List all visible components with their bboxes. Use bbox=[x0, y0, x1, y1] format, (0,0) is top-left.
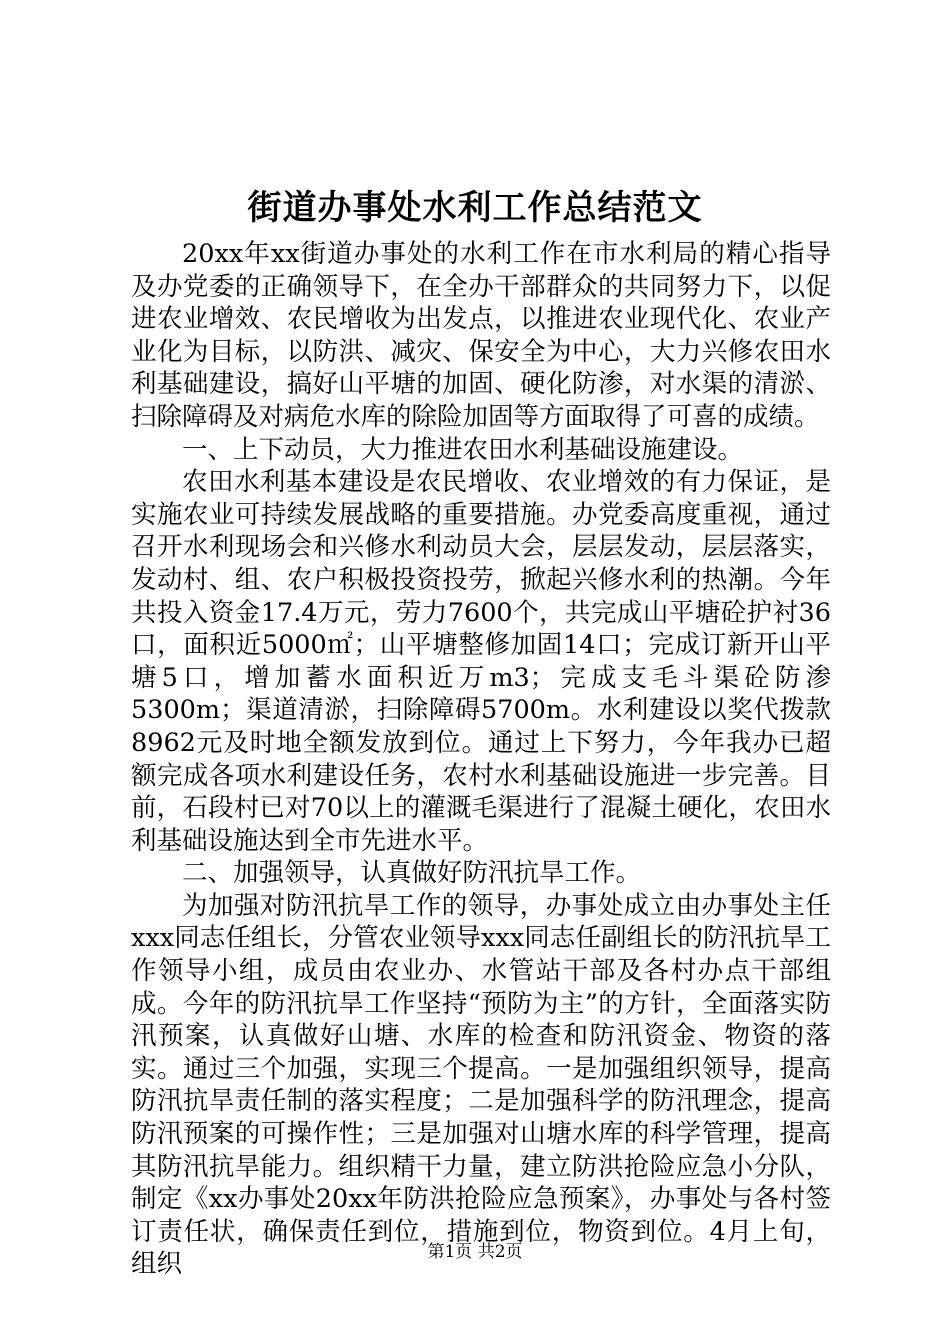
document-title: 街道办事处水利工作总结范文 bbox=[247, 188, 703, 228]
paragraph-intro: 20xx年xx街道办事处的水利工作在市水利局的精心指导及办党委的正确领导下，在全办干部群众的共同努力下，以促进农业增效、农民增收为出发点，以推进农业现代化、农业产业化为目标，以防洪、减灾、保安全为中心，大力兴修农田水利基础建设，搞好山平塘的加固、硬化防渗，对水渠的清淤、扫除障碍及对病危水库的除险加固等方面取得了可喜的成绩。 bbox=[131, 239, 831, 432]
paragraph-section-2: 为加强对防汛抗旱工作的领导，办事处成立由办事处主任xxx同志任组长，分管农业领导xxx同志任副组长的防汛抗旱工作领导小组，成员由农业办、水管站干部及各村办点干部组成。今年的防汛抗旱工作坚持“预防为主”的方针，全面落实防汛预案，认真做好山塘、水库的检查和防汛资金、物资的落实。通过三个加强，实现三个提高。一是加强组织领导，提高防汛抗旱责任制的落实程度；二是加强科学的防汛理念，提高防汛预案的可操作性；三是加强对山塘水库的科学管理，提高其防汛抗旱能力。组织精干力量，建立防洪抢险应急小分队，制定《xx办事处20xx年防洪抢险应急预案》，办事处与各村签订责任状，确保责任到位，措施到位，物资到位。4月上旬，组织 bbox=[131, 890, 831, 1280]
section-heading-1: 一、上下动员，大力推进农田水利基础设施建设。 bbox=[182, 434, 744, 465]
section-heading-2: 二、加强领导，认真做好防汛抗旱工作。 bbox=[182, 858, 642, 889]
document-body bbox=[131, 238, 831, 1281]
paragraph-section-1: 农田水利基本建设是农民增收、农业增效的有力保证，是实施农业可持续发展战略的重要措施。办党委高度重视，通过召开水利现场会和兴修水利动员大会，层层发动，层层落实，发动村、组、农户积极投资投劳，掀起兴修水利的热潮。今年共投入资金17.4万元，劳力7600个，共完成山平塘砼护衬36口，面积近5000㎡；山平塘整修加固14口；完成订新开山平塘5口，增加蓄水面积近万m3；完成支毛斗渠砼防渗5300m；渠道清淤，扫除障碍5700m。水利建设以奖代拨款8962元及时地全额发放到位。通过上下努力，今年我办已超额完成各项水利建设任务，农村水利基础设施进一步完善。目前，石段村已对70以上的灌溉毛渠进行了混凝土硬化，农田水利基础设施达到全市先进水平。 bbox=[131, 467, 831, 856]
page-number-footer: 第1页 共2页 bbox=[427, 1242, 523, 1262]
